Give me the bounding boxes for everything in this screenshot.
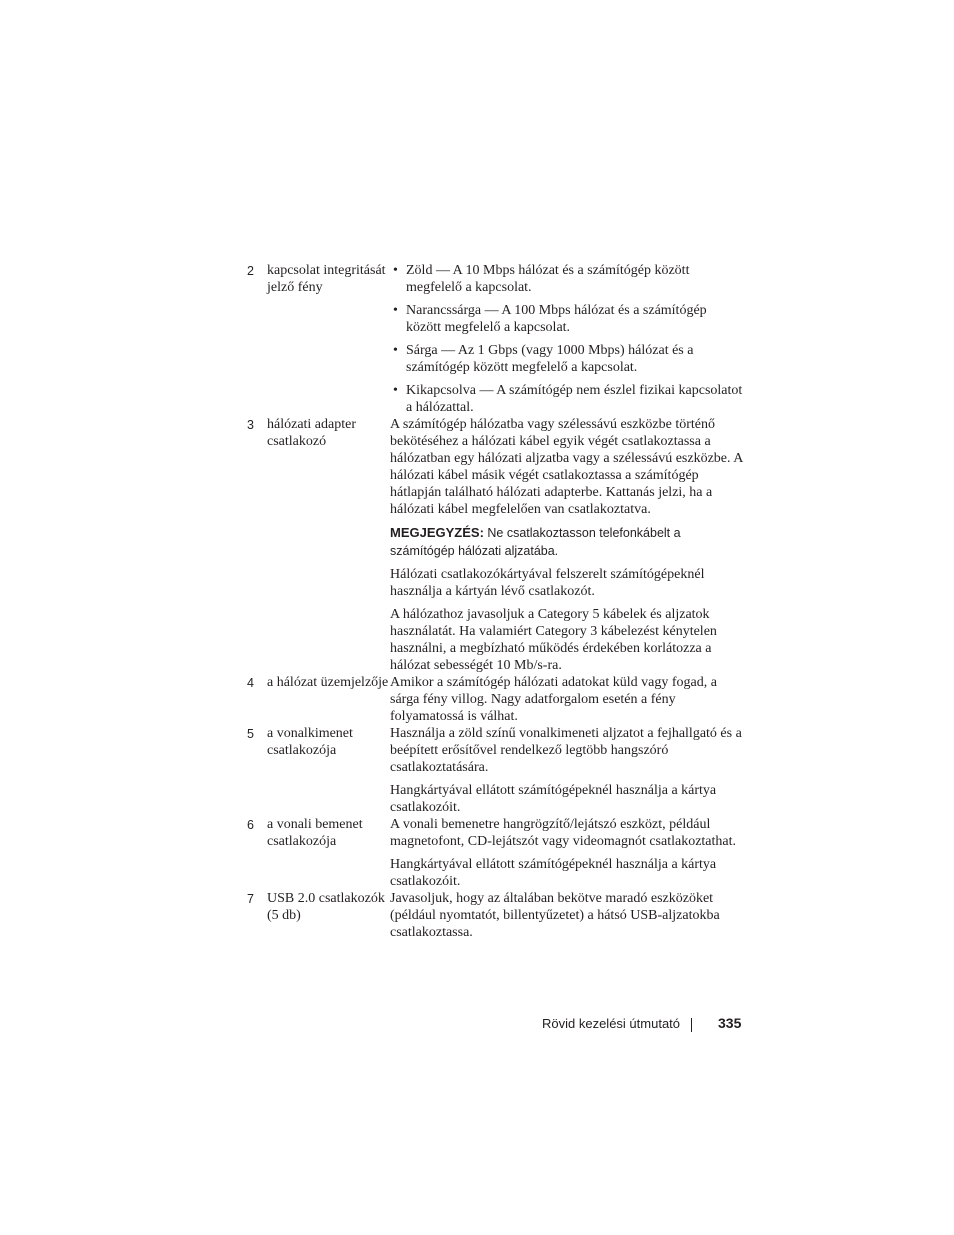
table-row	[247, 816, 743, 890]
description-paragraph: A számítógép hálózatba vagy szélessávú eszközbe történő bekötéséhez a hálózati kábel egyik végét csatlakoztassa a hálózatban egy hálózati aljzatba vagy a szélessávú eszközbe. A hálózati kábel másik végét csatlakoztassa a számítógép hátlapján található hálózati adapterbe. Kattanás jelzi, ha a hálózati kábel megfelelően van csatlakoztatva.	[390, 417, 743, 517]
description-paragraph: Használja a zöld színű vonalkimeneti aljzatot a fejhallgató és a beépített erősítővel rendelkező legtöbb hangszóró csatlakoztatására.	[390, 726, 742, 775]
item-number: 7	[247, 892, 254, 906]
list-item: • Sárga — Az 1 Gbps (vagy 1000 Mbps) hálózat és a számítógép között megfelelő a kapcsolat.	[390, 342, 743, 376]
table-row	[247, 262, 743, 416]
description-paragraph: A vonali bemenetre hangrögzítő/lejátszó eszközt, például magnetofont, CD-lejátszót vagy videomagnót csatlakoztathat.	[390, 817, 737, 849]
item-number: 5	[247, 727, 254, 741]
bullet-list	[390, 262, 743, 416]
item-description	[390, 725, 743, 816]
footer-separator	[691, 1018, 692, 1032]
description-paragraph: Hangkártyával ellátott számítógépeknél használja a kártya csatlakozóit.	[390, 857, 717, 889]
note	[390, 524, 743, 560]
footer-title: Rövid kezelési útmutató	[542, 1016, 681, 1031]
table-row	[247, 890, 743, 941]
item-description	[390, 262, 743, 416]
connector-table	[247, 262, 743, 941]
note-label: MEGJEGYZÉS:	[390, 525, 484, 540]
description-paragraph: A hálózathoz javasoljuk a Category 5 kábelek és aljzatok használatát. Ha valamiért Category 3 kábelezést kénytelen használni, a megbízható működés érdekében korlátozza a hálózat sebességét 10 Mb/s-ra.	[390, 607, 717, 673]
description-paragraph: Amikor a számítógép hálózati adatokat küld vagy fogad, a sárga fény villog. Nagy adatforgalom esetén a fény folyamatossá is válhat.	[390, 675, 717, 724]
item-label: hálózati adapter csatlakozó	[267, 417, 357, 449]
description-paragraph: Javasoljuk, hogy az általában bekötve maradó eszközöket (például nyomtatót, billentyűzetet) a hátsó USB-aljzatokba csatlakoztassa.	[390, 891, 720, 940]
item-number: 2	[247, 264, 254, 278]
item-description	[390, 674, 743, 725]
table-row	[247, 416, 743, 674]
item-label: kapcsolat integritását jelző fény	[267, 263, 386, 295]
table-row	[247, 725, 743, 816]
list-item: • Kikapcsolva — A számítógép nem észlel fizikai kapcsolatot a hálózattal.	[390, 382, 743, 416]
list-item: • Zöld — A 10 Mbps hálózat és a számítógép között megfelelő a kapcsolat.	[390, 262, 743, 296]
description-paragraph: Hangkártyával ellátott számítógépeknél használja a kártya csatlakozóit.	[390, 783, 717, 815]
item-label: a vonali bemenet csatlakozója	[267, 817, 363, 849]
item-description	[390, 416, 743, 674]
page-footer	[540, 1014, 744, 1034]
item-description	[390, 816, 743, 890]
item-number: 4	[247, 676, 254, 690]
item-label: a vonalkimenet csatlakozója	[267, 726, 353, 758]
item-label: USB 2.0 csatlakozók (5 db)	[267, 891, 385, 923]
list-item: • Narancssárga — A 100 Mbps hálózat és a számítógép között megfelelő a kapcsolat.	[390, 302, 743, 336]
note-text: Ne csatlakoztasson telefonkábelt a számítógép hálózati aljzatába.	[390, 526, 681, 558]
page-number: 335	[718, 1015, 742, 1031]
description-paragraph: Hálózati csatlakozókártyával felszerelt számítógépeknél használja a kártyán lévő csatlakozót.	[390, 567, 705, 599]
table-row	[247, 674, 743, 725]
item-number: 3	[247, 418, 254, 432]
item-description	[390, 890, 743, 941]
item-label: a hálózat üzemjelzője	[267, 675, 389, 690]
item-number: 6	[247, 818, 254, 832]
